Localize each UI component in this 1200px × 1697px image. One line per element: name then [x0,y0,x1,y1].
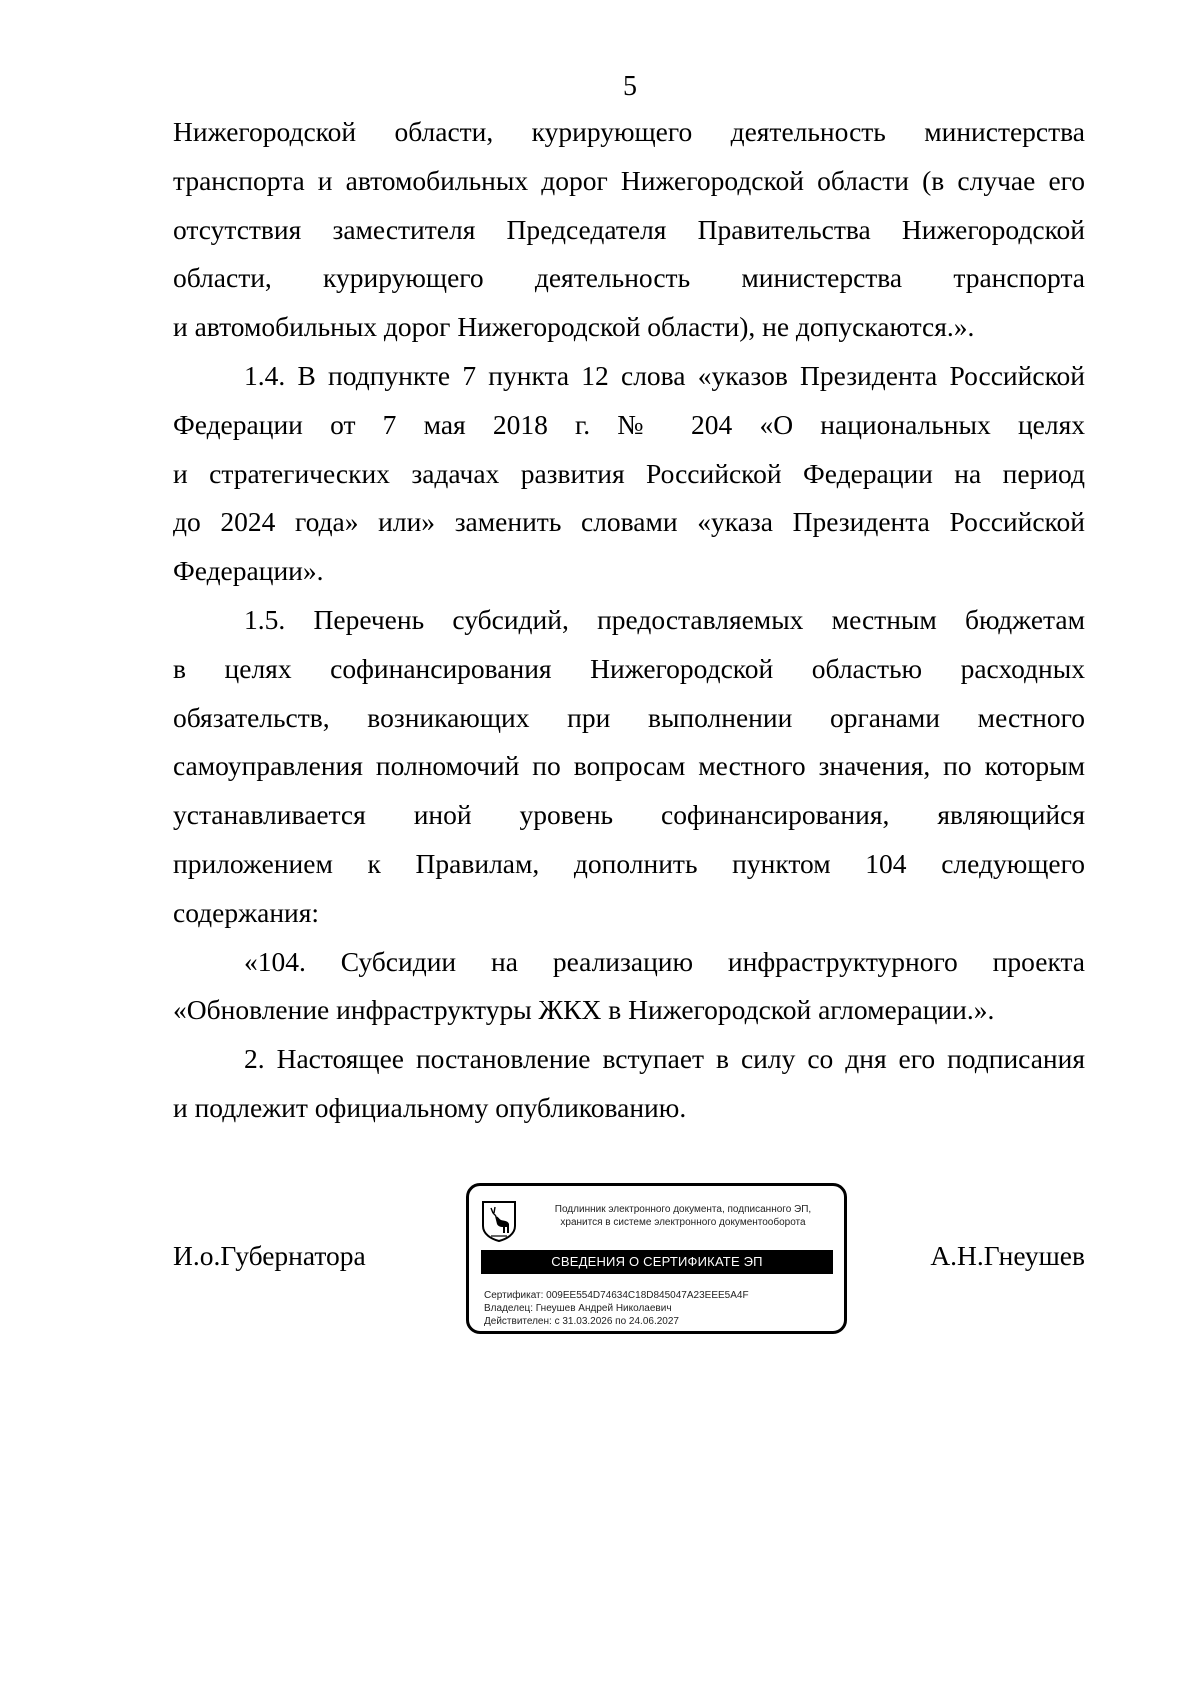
text-line: «Обновление инфраструктуры ЖКХ в Нижегородской агломерации.». [173,994,995,1026]
certificate-validity: Действителен: с 31.03.2026 по 24.06.2027 [484,1316,679,1327]
text-line: отсутствия заместителя Председателя Правительства Нижегородской [173,213,1085,245]
text-line: транспорта и автомобильных дорог Нижегородской области (в случае его [173,164,1085,196]
stamp-note-line: хранится в системе электронного документооборота [560,1217,806,1228]
text-line: устанавливается иной уровень софинансирования, являющийся [173,799,1085,831]
text-line: и подлежит официальному опубликованию. [173,1091,687,1123]
deer-emblem-icon [481,1200,517,1242]
paragraph-item-104 [173,938,1085,1036]
certificate-details [484,1289,749,1328]
text-line: 1.4. В подпункте 7 пункта 12 слова «указов Президента Российской [244,359,1085,391]
stamp-note-line: Подлинник электронного документа, подписанного ЭП, [554,1204,812,1215]
certificate-owner: Владелец: Гнеушев Андрей Николаевич [484,1303,672,1314]
stamp-note [525,1203,841,1229]
text-line: «104. Субсидии на реализацию инфраструктурного проекта [244,945,1085,977]
text-line: и автомобильных дорог Нижегородской области), не допускаются.». [173,311,975,343]
electronic-signature-stamp [466,1183,847,1334]
text-line: содержания: [173,896,320,928]
paragraph-2 [173,1035,1085,1133]
paragraph-continuation [173,108,1085,352]
text-line: 2. Настоящее постановление вступает в силу со дня его подписания [244,1043,1085,1075]
stamp-header: СВЕДЕНИЯ О СЕРТИФИКАТЕ ЭП [481,1250,833,1274]
paragraph-1-5 [173,596,1085,938]
signatory-name: А.Н.Гнеушев [930,1240,1085,1271]
paragraph-1-4 [173,352,1085,596]
text-line: обязательств, возникающих при выполнении органами местного [173,701,1085,733]
text-line: 1.5. Перечень субсидий, предоставляемых местным бюджетам [244,603,1085,635]
text-line: Нижегородской области, курирующего деятельность министерства [173,116,1085,147]
text-line: до 2024 года» или» заменить словами «указа Президента Российской [173,506,1085,538]
text-line: и стратегических задачах развития Российской Федерации на период [173,457,1085,489]
text-line: Федерации от 7 мая 2018 г. № 204 «О национальных целях [173,408,1085,440]
text-line: области, курирующего деятельность министерства транспорта [173,262,1085,294]
text-line: приложением к Правилам, дополнить пунктом 104 следующего [173,847,1085,879]
page-number: 5 [623,71,637,102]
text-line: в целях софинансирования Нижегородской областью расходных [173,652,1085,684]
text-line: самоуправления полномочий по вопросам местного значения, по которым [173,750,1085,782]
text-line: Федерации». [173,555,324,587]
certificate-number: Сертификат: 009EE554D74634C18D845047A23EEE5A4F [484,1290,749,1301]
signatory-position: И.о.Губернатора [173,1240,366,1271]
document-body [173,108,1085,1133]
